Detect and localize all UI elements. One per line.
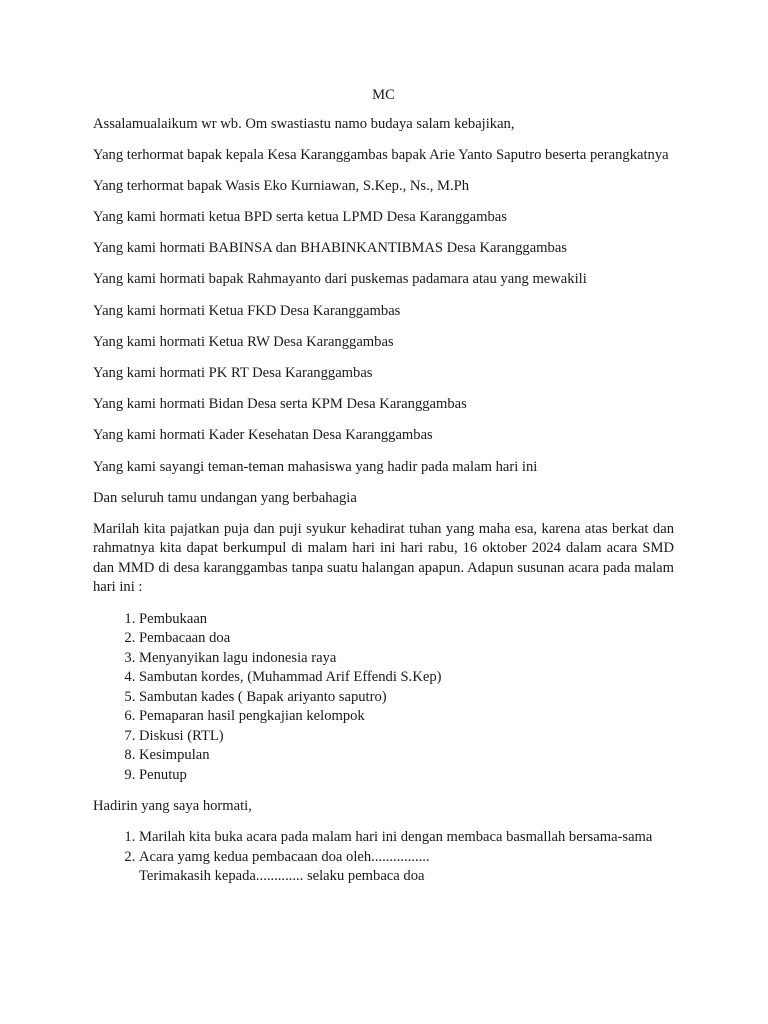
agenda-item: 6. Pemaparan hasil pengkajian kelompok [139,707,674,727]
agenda-item: 4. Sambutan kordes, (Muhammad Arif Effendi S.Kep) [139,668,674,688]
greeting-line: Yang terhormat bapak kepala Kesa Karanggambas bapak Arie Yanto Saputro beserta perangkatnya [93,146,669,163]
agenda-item: 5. Sambutan kades ( Bapak ariyanto saputro) [139,688,674,708]
greeting-line: Yang kami hormati Ketua FKD Desa Karanggambas [93,302,401,319]
greeting-line: Yang kami hormati bapak Rahmayanto dari puskemas padamara atau yang mewakili [93,271,587,288]
steps-list [93,828,674,887]
agenda-item: 9. Penutup [139,766,674,786]
agenda-item: 1. Pembukaan [139,610,674,630]
greeting-line: Dan seluruh tamu undangan yang berbahagia [93,489,357,506]
agenda-list [93,610,674,786]
greeting-line: Yang kami hormati Ketua RW Desa Karanggambas [93,333,394,350]
greeting-line: Yang terhormat bapak Wasis Eko Kurniawan, S.Kep., Ns., M.Ph [93,177,470,194]
agenda-item: 8. Kesimpulan [139,746,674,766]
step-item [139,848,674,887]
document-title: MC [372,87,395,103]
step-item [139,828,674,848]
greeting-line: Assalamualaikum wr wb. Om swastiastu namo budaya salam kebajikan, [93,115,515,132]
greeting-line: Yang kami hormati BABINSA dan BHABINKANTIBMAS Desa Karanggambas [93,240,567,257]
intro-paragraph: Marilah kita pajatkan puja dan puji syukur kehadirat tuhan yang maha esa, karena atas berkat dan rahmatnya kita dapat berkumpul di malam hari ini hari rabu, 16 oktober 2024 dalam acara SMD dan MMD di desa karanggambas tanpa suatu halangan apapun. Adapun susunan acara pada malam hari ini : [93,520,674,596]
step-text: 2. Acara yamg kedua pembacaan doa oleh................ [139,848,430,865]
agenda-item: 7. Diskusi (RTL) [139,727,674,747]
greeting-line: Yang kami sayangi teman-teman mahasiswa yang hadir pada malam hari ini [93,458,538,475]
greeting-line: Yang kami hormati PK RT Desa Karanggambas [93,365,373,381]
greeting-line: Yang kami hormati Bidan Desa serta KPM Desa Karanggambas [93,396,467,413]
address-line: Hadirin yang saya hormati, [93,797,252,814]
step-subtext: Terimakasih kepada............. selaku pembaca doa [139,868,425,884]
greeting-line: Yang kami hormati ketua BPD serta ketua LPMD Desa Karanggambas [93,209,507,226]
step-text: Marilah kita buka acara pada malam hari ini dengan membaca basmallah bersama-sama [139,829,653,845]
agenda-item: 3. Menyanyikan lagu indonesia raya [139,649,674,669]
agenda-item: 2. Pembacaan doa [139,629,674,649]
greeting-line: Yang kami hormati Kader Kesehatan Desa Karanggambas [93,427,433,444]
